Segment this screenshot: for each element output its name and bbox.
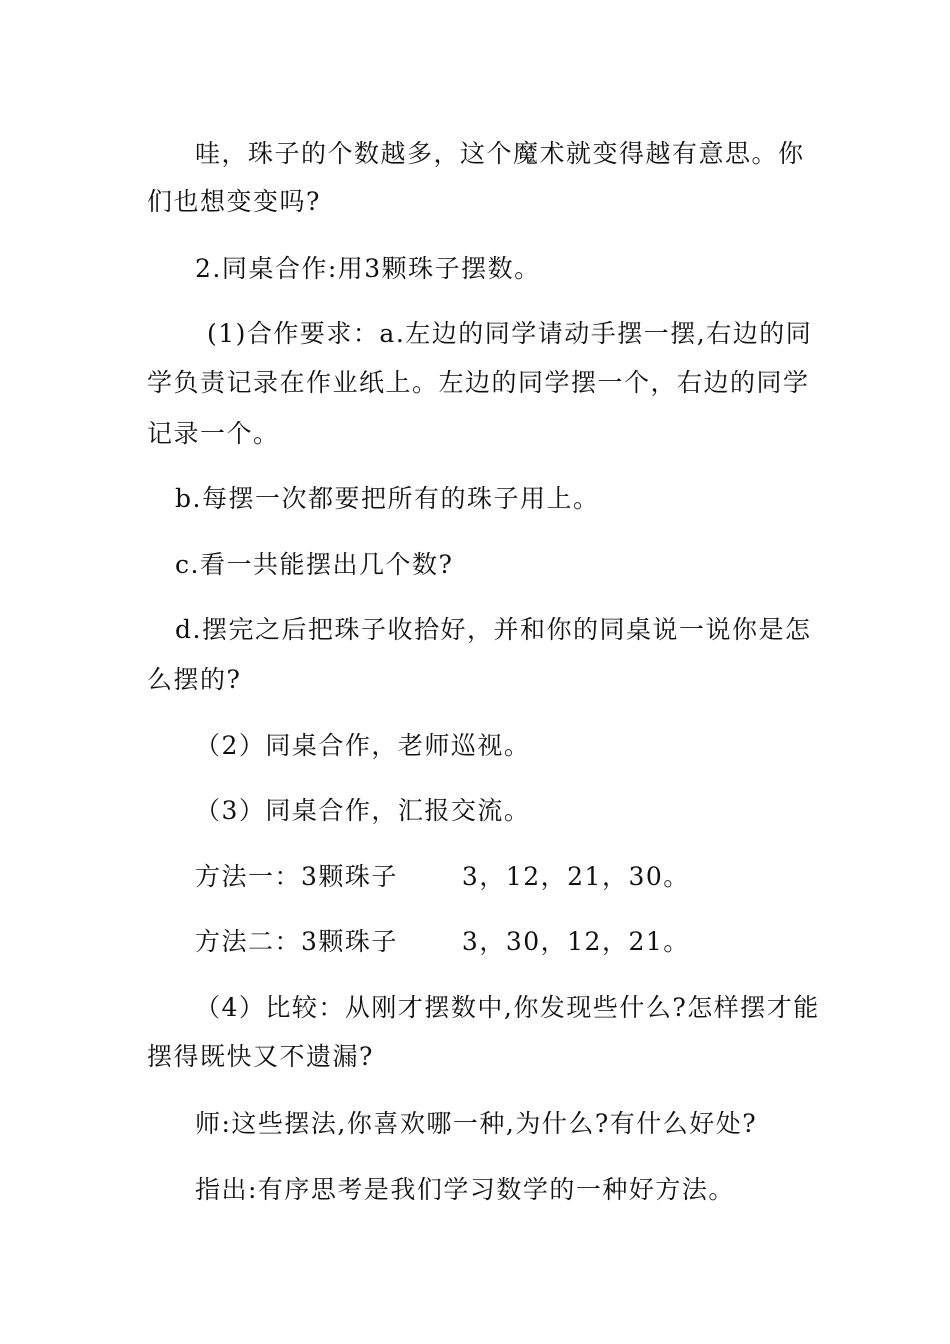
text-line [195,861,690,893]
text-line: (1)合作要求：a.左边的同学请动手摆一摆,右边的同 [207,319,813,348]
text-line: （2）同桌合作，老师巡视。 [195,731,531,760]
text-line: （4）比较：从刚才摆数中,你发现些什么?怎样摆才能 [195,993,820,1022]
text-line: c.看一共能摆出几个数? [175,550,454,579]
text-line: b.每摆一次都要把所有的珠子用上。 [175,484,600,513]
method-label: 方法一：3颗珠子 [195,862,398,891]
text-line [195,926,690,958]
text-line: d.摆完之后把珠子收拾好，并和你的同桌说一说你是怎 [175,615,812,644]
text-line: 哇，珠子的个数越多，这个魔术就变得越有意思。你 [195,139,805,168]
text-line: 学负责记录在作业纸上。左边的同学摆一个，右边的同学 [147,368,810,397]
text-line: 么摆的? [147,665,242,694]
text-line: 指出:有序思考是我们学习数学的一种好方法。 [195,1175,735,1204]
method-numbers: 3，12，21，30。 [461,862,690,891]
text-line: 2.同桌合作:用3颗珠子摆数。 [195,254,541,283]
text-line: 们也想变变吗? [147,187,321,216]
text-line: 师:这些摆法,你喜欢哪一种,为什么?有什么好处? [195,1109,758,1138]
text-line: 摆得既快又不遗漏? [147,1042,374,1071]
method-numbers: 3，30，12，21。 [461,927,690,956]
method-label: 方法二：3颗珠子 [195,927,398,956]
text-line: （3）同桌合作，汇报交流。 [195,796,531,825]
text-line: 记录一个。 [147,419,280,448]
